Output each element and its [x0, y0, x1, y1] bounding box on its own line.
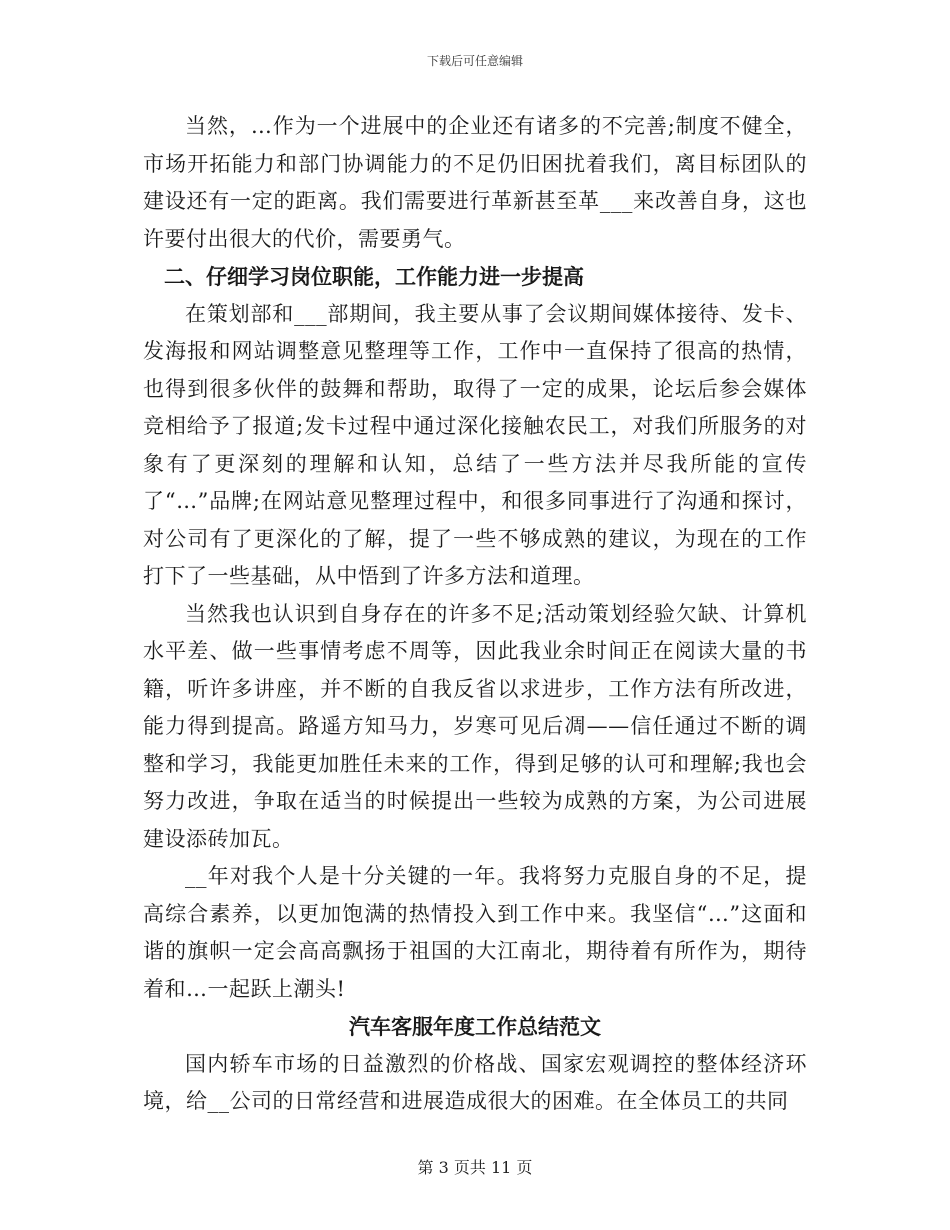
- page-header-note: 下载后可任意编辑: [426, 54, 523, 68]
- document-body: [143, 108, 807, 1121]
- document-title: 汽车客服年度工作总结范文: [349, 1014, 601, 1039]
- section-heading-2: 二、仔细学习岗位职能，工作能力进一步提高: [164, 264, 584, 289]
- page-number: 第 3 页共 11 页: [417, 1158, 533, 1177]
- paragraph-2: 在策划部和___部期间，我主要从事了会议期间媒体接待、发卡、发海报和网站调整意见整理等工作，工作中一直保持了很高的热情，也得到很多伙伴的鼓舞和帮助，取得了一定的成果，论坛后参会媒体竞相给予了报道;发卡过程中通过深化接触农民工，对我们所服务的对象有了更深刻的理解和认知，总结了一些方法并尽我所能的宣传了“…”品牌;在网站意见整理过程中，和很多同事进行了沟通和探讨，对公司有了更深化的了解，提了一些不够成熟的建议，为现在的工作打下了一些基础，从中悟到了许多方法和道理。: [143, 301, 807, 588]
- paragraph-5: 国内轿车市场的日益激烈的价格战、国家宏观调控的整体经济环境，给__公司的日常经营和进展造成很大的困难。在全体员工的共同: [143, 1051, 807, 1113]
- paragraph-4: __年对我个人是十分关键的一年。我将努力克服自身的不足，提高综合素养，以更加饱满的热情投入到工作中来。我坚信“…”这面和谐的旗帜一定会高高飘扬于祖国的大江南北，期待着有所作为，期待着和…一起跃上潮头!: [143, 864, 807, 1001]
- paragraph-3: 当然我也认识到自身存在的许多不足;活动策划经验欠缺、计算机水平差、做一些事情考虑不周等，因此我业余时间正在阅读大量的书籍，听许多讲座，并不断的自我反省以求进步，工作方法有所改进，能力得到提高。路遥方知马力，岁寒可见后凋——信任通过不断的调整和学习，我能更加胜任未来的工作，得到足够的认可和理解;我也会努力改进，争取在适当的时候提出一些较为成熟的方案，为公司进展建设添砖加瓦。: [143, 601, 807, 851]
- paragraph-1: 当然，…作为一个进展中的企业还有诸多的不完善;制度不健全，市场开拓能力和部门协调能力的不足仍旧困扰着我们，离目标团队的建设还有一定的距离。我们需要进行革新甚至革___来改善自身，这也许要付出很大的代价，需要勇气。: [143, 114, 807, 251]
